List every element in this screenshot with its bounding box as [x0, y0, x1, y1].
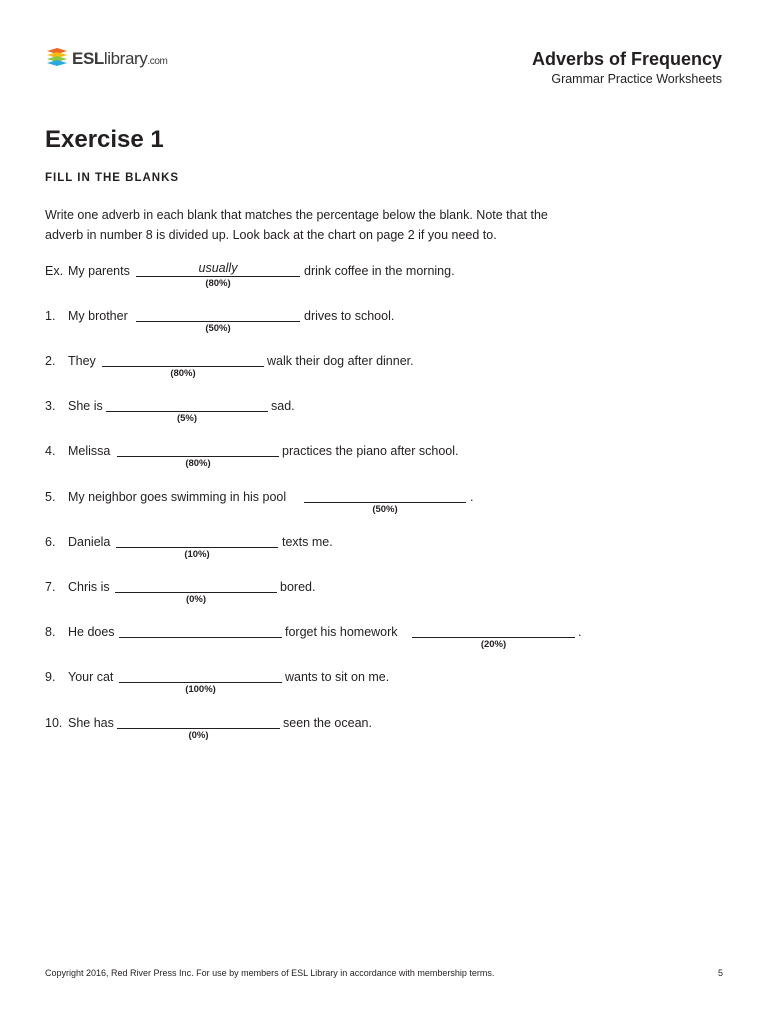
- item-text-after: texts me.: [282, 535, 333, 549]
- item-text-after: .: [578, 625, 582, 639]
- answer-blank[interactable]: [116, 547, 278, 548]
- percentage-label: (20%): [480, 639, 507, 650]
- answer-blank[interactable]: [136, 321, 300, 322]
- item-text-after: bored.: [280, 580, 316, 594]
- instructions: Write one adverb in each blank that matches the percentage below the blank. Note that the adverb in number 8 is divided up. Look back at the chart on page 2 if you need to.: [45, 208, 548, 242]
- item-text-before: My neighbor goes swimming in his pool: [68, 490, 287, 504]
- item-text-before: He does: [68, 625, 115, 639]
- item-text-before: She has: [68, 716, 114, 730]
- answer-blank[interactable]: [119, 682, 282, 683]
- item-number: 7.: [45, 580, 56, 594]
- answer-blank[interactable]: [136, 276, 300, 277]
- item-number: Ex.: [45, 264, 64, 278]
- percentage-label: (80%): [205, 278, 231, 289]
- percentage-label: (80%): [170, 368, 196, 379]
- percentage-label: (50%): [372, 504, 398, 515]
- percentage-label: (50%): [205, 323, 231, 334]
- item-number: 5.: [45, 490, 56, 504]
- percentage-label: (0%): [188, 730, 209, 741]
- logo-brand-regular: library: [103, 48, 148, 68]
- item-number: 8.: [45, 625, 56, 639]
- item-text-after: practices the piano after school.: [282, 444, 459, 458]
- answer-blank[interactable]: [117, 456, 279, 457]
- item-text-before: My parents: [68, 264, 130, 278]
- document-subtitle: Grammar Practice Worksheets: [551, 72, 722, 86]
- answer-blank[interactable]: [117, 728, 280, 729]
- answer-blank[interactable]: [102, 366, 264, 367]
- item-text-after: drives to school.: [304, 309, 395, 323]
- item-text-after: drink coffee in the morning.: [304, 264, 455, 278]
- document-header: [532, 48, 722, 87]
- esl-library-logo: [45, 45, 167, 71]
- section-label: FILL IN THE BLANKS: [45, 172, 180, 184]
- item-number: 10.: [45, 716, 63, 730]
- logo-brand-suffix: .com: [147, 55, 168, 67]
- item-number: 1.: [45, 309, 56, 323]
- exercise-title: Exercise 1: [45, 126, 164, 153]
- footer-copyright: Copyright 2016, Red River Press Inc. For use by members of ESL Library in accordance with membership terms.: [45, 968, 495, 978]
- item-text-before: She is: [68, 399, 103, 413]
- item-text-after: seen the ocean.: [283, 716, 372, 730]
- item-number: 3.: [45, 399, 56, 413]
- item-text-before: Daniela: [68, 535, 111, 549]
- answer-blank[interactable]: [106, 411, 268, 412]
- item-text-middle: forget his homework: [285, 625, 398, 639]
- percentage-label: (0%): [185, 594, 207, 605]
- item-text-before: Melissa: [68, 444, 111, 458]
- item-text-after: wants to sit on me.: [285, 670, 390, 684]
- answer-blank[interactable]: [115, 592, 277, 593]
- answer-blank[interactable]: [304, 502, 466, 503]
- logo-brand-bold: ESL: [72, 48, 104, 68]
- document-title: Adverbs of Frequency: [531, 49, 722, 69]
- item-text-before: They: [68, 354, 96, 368]
- item-text-before: Your cat: [68, 670, 114, 684]
- item-number: 9.: [45, 670, 56, 684]
- sample-answer: usually: [198, 261, 238, 275]
- item-text-before: My brother: [68, 309, 128, 323]
- book-stack-icon: [45, 46, 69, 70]
- item-number: 2.: [45, 354, 56, 368]
- percentage-label: (80%): [185, 458, 211, 469]
- item-text-after: .: [470, 490, 474, 504]
- item-text-after: walk their dog after dinner.: [267, 354, 414, 368]
- percentage-label: (5%): [176, 413, 198, 424]
- item-number: 6.: [45, 535, 56, 549]
- item-text-before: Chris is: [68, 580, 110, 594]
- item-text-after: sad.: [271, 399, 295, 413]
- percentage-label: (10%): [184, 549, 210, 560]
- answer-blank-second[interactable]: [412, 637, 575, 638]
- answer-blank-first[interactable]: [119, 637, 282, 638]
- page-number: 5: [717, 968, 723, 978]
- percentage-label: (100%): [185, 684, 216, 695]
- item-number: 4.: [45, 444, 56, 458]
